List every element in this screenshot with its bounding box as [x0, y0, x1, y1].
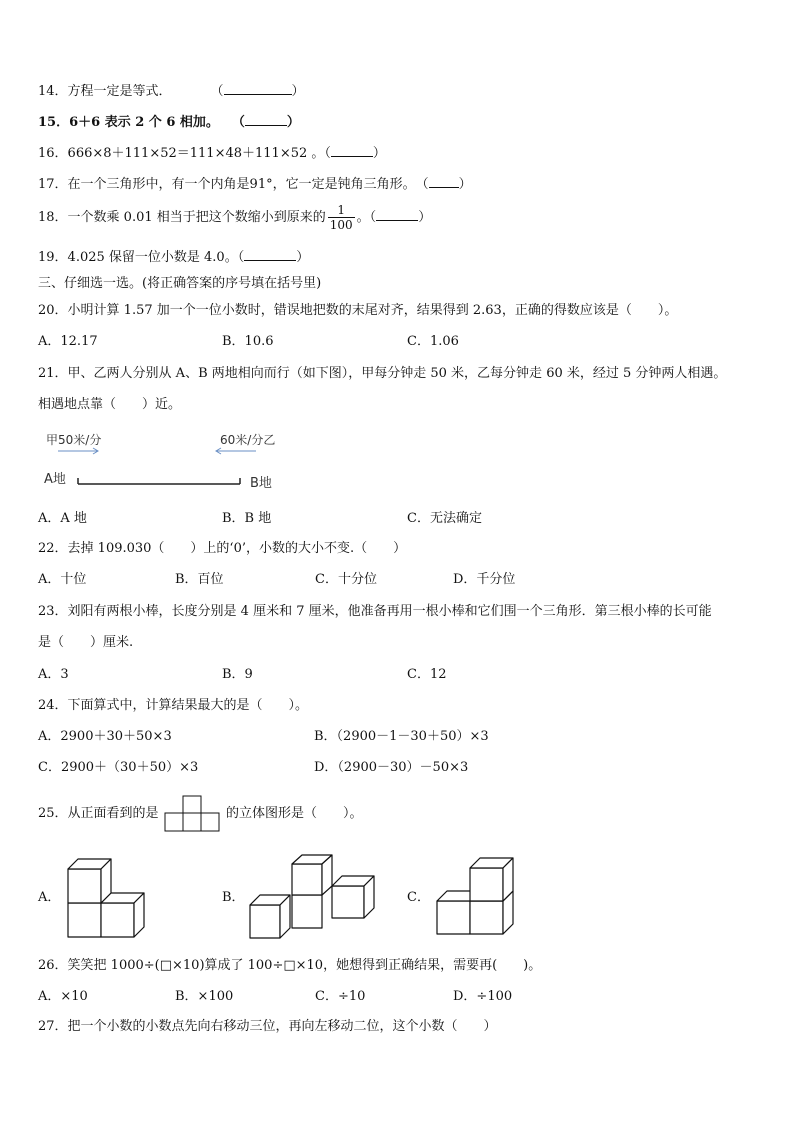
option-24-b[interactable]: B．（2900－1－30＋50）×3 — [314, 729, 489, 744]
option-25-b[interactable]: B． — [222, 890, 245, 905]
question-23-line-2: 是（ ）厘米. — [38, 635, 134, 650]
option-25-c[interactable]: C． — [407, 890, 430, 905]
fraction-one-hundredth: $\frac{1}{100}$ — [329, 203, 353, 232]
question-17-text: 17．在一个三角形中，有一个内角是91°，它一定是钝角三角形。 （ — [38, 177, 429, 192]
question-22: 22．去掉 109.030（ ）上的‘0’，小数的大小不变.（ ） — [38, 541, 407, 556]
question-24: 24．下面算式中，计算结果最大的是（ ）。 — [38, 698, 309, 713]
question-18: 18．一个数乘 0.01 相当于把这个数缩小到原来的 $\frac{1}{100}$ 。（ ） — [38, 203, 432, 232]
option-26-b[interactable]: B．×100 — [175, 989, 234, 1004]
option-20-a[interactable]: A．12.17 — [38, 334, 98, 349]
option-21-c[interactable]: C．无法确定 — [407, 511, 482, 526]
question-21-line-1: 21．甲、乙两人分别从 A、B 两地相向而行（如下图），甲每分钟走 50 米，乙每分钟走 60 米，经过 5 分钟两人相遇。 — [38, 366, 727, 381]
question-19-text: 19．4.025 保留一位小数是 4.0。（ — [38, 250, 245, 265]
option-26-c[interactable]: C．÷10 — [315, 989, 366, 1004]
option-21-a[interactable]: A．A 地 — [38, 511, 87, 526]
question-20: 20．小明计算 1.57 加一个一位小数时，错误地把数的末尾对齐，结果得到 2.63，正确的得数应该是（ ）。 — [38, 303, 678, 318]
question-17: 17．在一个三角形中，有一个内角是91°，它一定是钝角三角形。 （ ） — [38, 177, 472, 192]
question-15-text: 15．6＋6 表示 2 个 6 相加。 （ — [38, 115, 245, 130]
walker-a-label: 甲50米/分 — [46, 433, 102, 447]
question-18-text: 18．一个数乘 0.01 相当于把这个数缩小到原来的 — [38, 210, 326, 225]
option-22-b[interactable]: B．百位 — [175, 572, 224, 587]
option-20-b[interactable]: B．10.6 — [222, 334, 274, 349]
question-16: 16．666×8＋111×52＝111×48＋111×52 。（ ） — [38, 146, 386, 161]
section-heading: 三、仔细选一选。(将正确答案的序号填在括号里) — [38, 276, 322, 291]
question-26: 26．笑笑把 1000÷(□×10)算成了 100÷□×10，她想得到正确结果，需要再( )。 — [38, 958, 542, 973]
option-24-a[interactable]: A．2900＋30＋50×3 — [38, 729, 172, 744]
place-b-label: B地 — [250, 476, 272, 491]
option-21-b[interactable]: B．B 地 — [222, 511, 272, 526]
option-25-a[interactable]: A． — [38, 890, 61, 905]
walker-b-label: 60米/分乙 — [220, 433, 276, 447]
option-22-d[interactable]: D．千分位 — [453, 572, 516, 587]
question-25-text-b: 的立体图形是（ ）。 — [226, 806, 363, 821]
option-26-a[interactable]: A．×10 — [38, 989, 88, 1004]
question-14: 14．方程一定是等式． （ ） — [38, 84, 305, 99]
question-14-text: 14．方程一定是等式． （ — [38, 84, 224, 99]
question-21-line-2: 相遇地点靠（ ）近。 — [38, 397, 182, 412]
option-22-a[interactable]: A．十位 — [38, 572, 87, 587]
option-23-a[interactable]: A．3 — [38, 667, 69, 682]
question-19: 19．4.025 保留一位小数是 4.0。（ ） — [38, 250, 310, 265]
question-15: 15．6＋6 表示 2 个 6 相加。 （ ） — [38, 115, 300, 130]
option-24-d[interactable]: D．（2900－30）－50×3 — [314, 760, 469, 775]
option-22-c[interactable]: C．十分位 — [315, 572, 377, 587]
option-24-c[interactable]: C．2900＋（30＋50）×3 — [38, 760, 199, 775]
option-26-d[interactable]: D．÷100 — [453, 989, 513, 1004]
question-16-text: 16．666×8＋111×52＝111×48＋111×52 。（ — [38, 146, 331, 161]
question-23-line-1: 23．刘阳有两根小棒，长度分别是 4 厘米和 7 厘米，他准备再用一根小棒和它们围一个三角形．第三根小棒的长可能 — [38, 604, 712, 619]
question-27: 27．把一个小数的小数点先向右移动三位，再向左移动二位，这个小数（ ） — [38, 1019, 497, 1034]
option-23-c[interactable]: C．12 — [407, 667, 447, 682]
question-25-text-a: 25．从正面看到的是 — [38, 806, 159, 821]
option-23-b[interactable]: B．9 — [222, 667, 253, 682]
option-20-c[interactable]: C．1.06 — [407, 334, 459, 349]
place-a-label: A地 — [44, 472, 66, 487]
